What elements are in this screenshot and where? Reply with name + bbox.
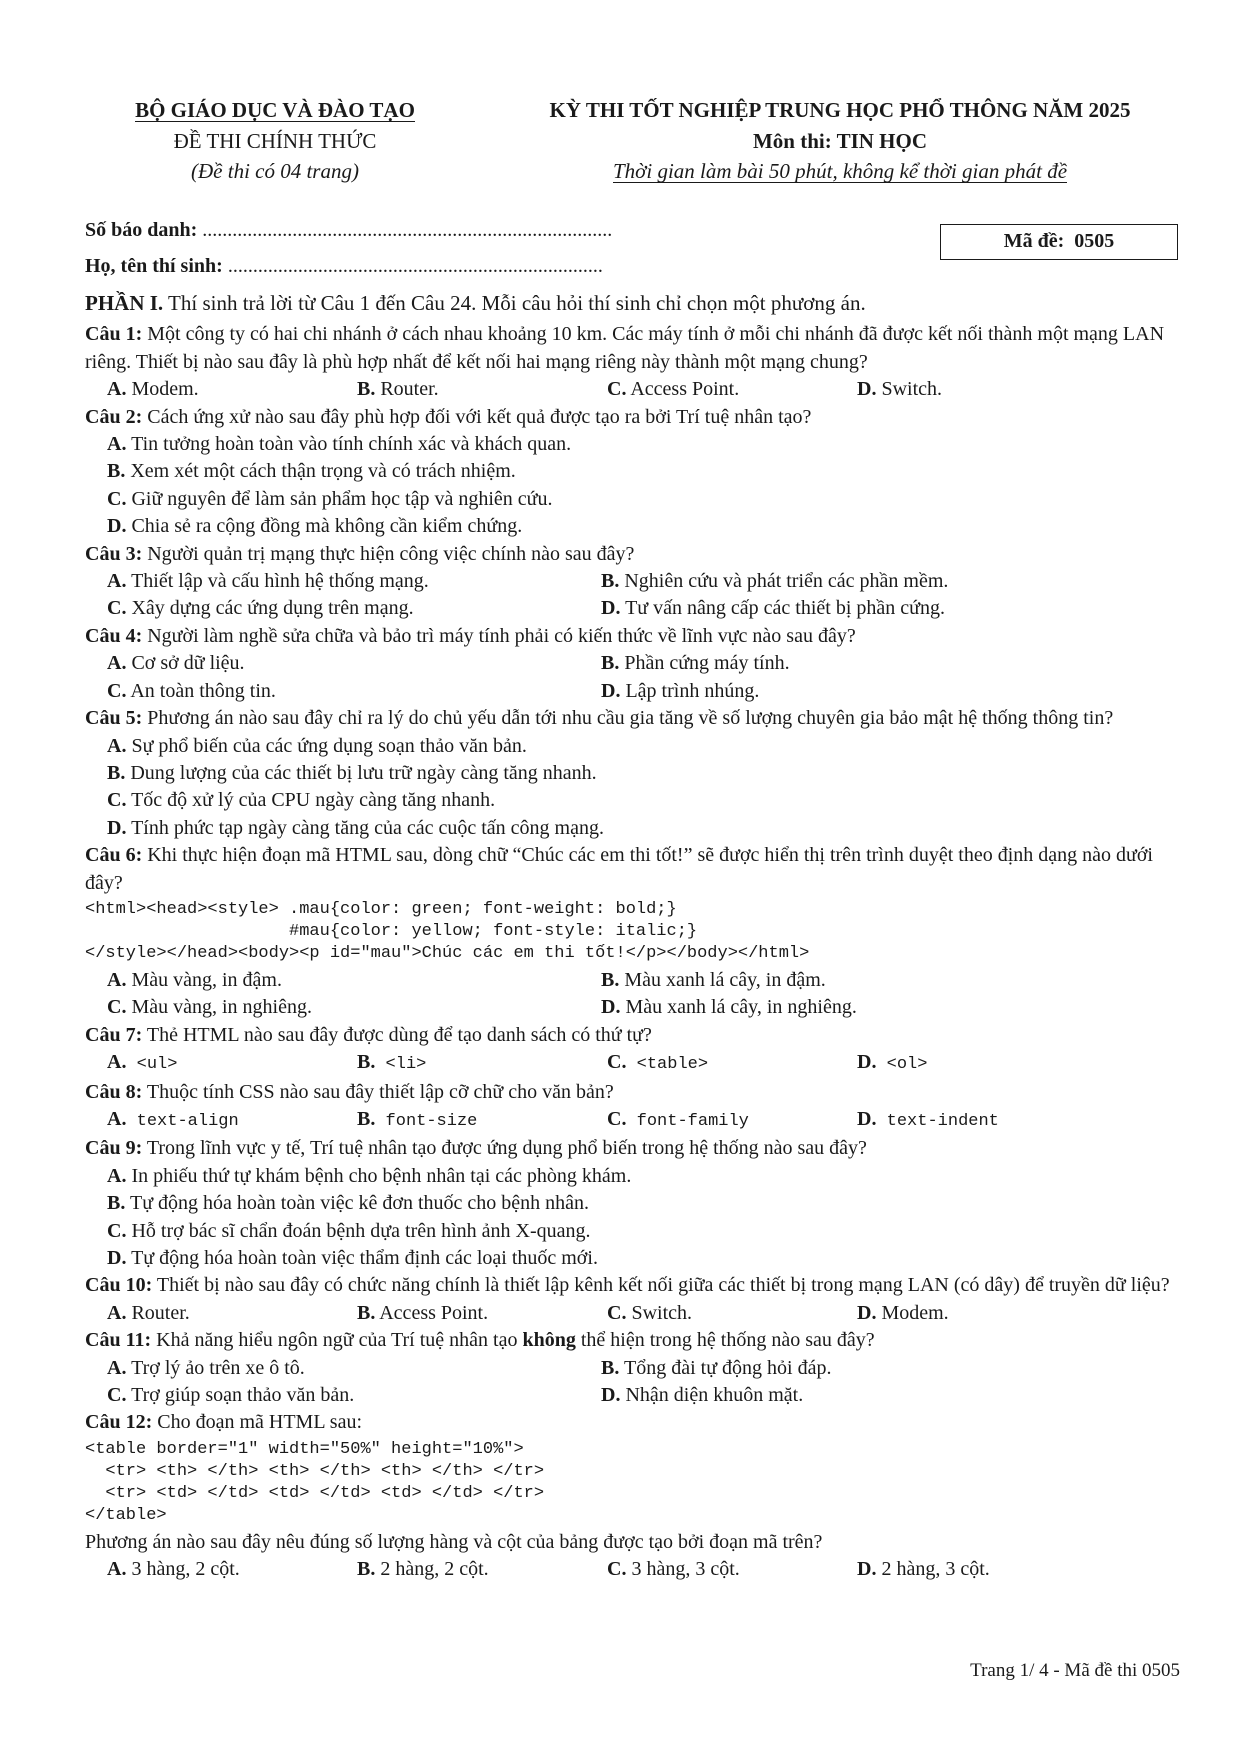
option-text: 3 hàng, 2 cột.	[126, 1558, 240, 1581]
option-text: In phiếu thứ tự khám bệnh cho bệnh nhân tại các phòng khám.	[126, 1164, 632, 1187]
option-text: Xem xét một cách thận trọng và có trách nhiệm.	[125, 460, 516, 483]
code-line: <tr> <td> </td> <td> </td> <td> </td> </tr>	[85, 1483, 545, 1503]
option-a	[107, 1163, 1195, 1190]
question-1	[85, 321, 1195, 403]
option-letter: B.	[357, 1051, 376, 1074]
option-text: Xây dựng các ứng dụng trên mạng.	[126, 597, 414, 620]
option-d	[601, 994, 1095, 1021]
page-footer: Trang 1/ 4 - Mã đề thi 0505	[970, 1660, 1180, 1681]
option-letter: C.	[107, 597, 127, 620]
option-letter: D.	[601, 996, 621, 1019]
option-letter: D.	[857, 1301, 877, 1324]
option-b	[601, 568, 1095, 595]
option-b	[357, 376, 607, 403]
code-line: <table border="1" width="50%" height="10%">	[85, 1439, 524, 1459]
time-note	[500, 159, 1180, 184]
option-letter: A.	[107, 570, 127, 593]
option-b	[601, 967, 1095, 994]
option-text: Trợ giúp soạn thảo văn bản.	[126, 1384, 355, 1407]
question-11	[85, 1327, 1195, 1409]
option-text: Màu xanh lá cây, in nghiêng.	[620, 996, 857, 1019]
option-c	[107, 678, 601, 705]
official-label: ĐỀ THI CHÍNH THỨC	[173, 129, 377, 153]
option-c	[607, 1300, 857, 1327]
question-text: Trong lĩnh vực y tế, Trí tuệ nhân tạo được ứng dụng phổ biến trong hệ thống nào sau đây?	[142, 1137, 867, 1160]
option-c	[107, 994, 601, 1021]
question-5	[85, 705, 1195, 842]
option-letter: B.	[357, 1558, 376, 1581]
option-text: text-align	[126, 1111, 239, 1131]
question-stem	[85, 1135, 1195, 1162]
question-stem	[85, 1409, 1195, 1436]
exam-code-label: Mã đề:	[1003, 230, 1065, 252]
question-stem	[85, 1022, 1195, 1049]
question-stem	[85, 541, 1195, 568]
question-label: Câu 10:	[85, 1274, 153, 1297]
question-text: Cách ứng xử nào sau đây phù hợp đối với kết quả được tạo ra bởi Trí tuệ nhân tạo?	[142, 405, 812, 428]
option-d	[857, 1556, 1107, 1583]
option-letter: D.	[857, 1051, 877, 1074]
option-b	[357, 1300, 607, 1327]
option-text: <table>	[626, 1055, 709, 1075]
question-stem	[85, 1079, 1195, 1106]
option-text: Chia sẻ ra cộng đồng mà không cần kiểm chứng.	[126, 515, 523, 538]
option-letter: A.	[107, 1301, 127, 1324]
option-letter: B.	[601, 652, 620, 675]
question-8	[85, 1079, 1195, 1136]
pages-note: (Đề thi có 04 trang)	[191, 159, 359, 183]
question-followup: Phương án nào sau đây nêu đúng số lượng hàng và cột của bảng được tạo bởi đoạn mã trên?	[85, 1530, 823, 1553]
option-c	[107, 1218, 1195, 1245]
exam-code-box	[940, 224, 1178, 260]
option-letter: B.	[357, 1107, 376, 1130]
option-b	[107, 760, 1195, 787]
option-letter: D.	[107, 515, 127, 538]
exam-code-value: 0505	[1074, 230, 1115, 252]
answer-options	[85, 568, 1195, 623]
question-text: Thẻ HTML nào sau đây được dùng để tạo danh sách có thứ tự?	[142, 1023, 652, 1046]
option-a	[107, 1556, 357, 1583]
option-c	[607, 1556, 857, 1583]
option-a	[107, 431, 1195, 458]
exam-title: KỲ THI TỐT NGHIỆP TRUNG HỌC PHỔ THÔNG NĂM 2025	[549, 98, 1131, 122]
option-letter: D.	[601, 597, 621, 620]
option-text: Giữ nguyên để làm sản phẩm học tập và nghiên cứu.	[126, 487, 553, 510]
option-letter: B.	[107, 761, 126, 784]
option-letter: A.	[107, 378, 127, 401]
question-text: Một công ty có hai chi nhánh ở cách nhau khoảng 10 km. Các máy tính ở mỗi chi nhánh đã được kết nối thành một mạng LAN riêng. Thiết bị nào sau đây là phù hợp nhất để kết nối hai mạng riêng này thành một mạng chung?	[85, 323, 1165, 373]
question-12	[85, 1409, 1195, 1583]
option-text: Phần cứng máy tính.	[619, 652, 790, 675]
answer-options	[85, 1556, 1195, 1583]
code-line: <tr> <th> </th> <th> </th> <th> </th> </tr>	[85, 1461, 545, 1481]
option-text: <li>	[375, 1055, 427, 1075]
option-letter: B.	[107, 460, 126, 483]
option-letter: B.	[601, 968, 620, 991]
question-stem	[85, 842, 1195, 897]
option-letter: D.	[601, 1384, 621, 1407]
option-text: Switch.	[626, 1301, 693, 1324]
option-b	[107, 1190, 1195, 1217]
option-letter: A.	[107, 652, 127, 675]
subject-line: Môn thi: TIN HỌC	[752, 129, 928, 153]
answer-options	[85, 1355, 1195, 1410]
question-4	[85, 623, 1195, 705]
part-label: PHẦN I.	[85, 291, 164, 315]
option-text: Modem.	[126, 378, 199, 401]
question-text: Người làm nghề sửa chữa và bảo trì máy tính phải có kiến thức về lĩnh vực nào sau đây?	[142, 624, 856, 647]
question-label: Câu 11:	[85, 1329, 152, 1352]
option-letter: C.	[107, 679, 127, 702]
option-d	[107, 513, 1195, 540]
option-d	[857, 1106, 1107, 1135]
candidate-name-label: Họ, tên thí sinh:	[85, 255, 228, 277]
option-text: Dung lượng của các thiết bị lưu trữ ngày càng tăng nhanh.	[125, 761, 597, 784]
option-letter: B.	[107, 1192, 126, 1215]
option-text: Tư vấn nâng cấp các thiết bị phần cứng.	[620, 597, 945, 620]
option-a	[107, 650, 601, 677]
option-text: Nghiên cứu và phát triển các phần mềm.	[619, 570, 949, 593]
option-text: Router.	[375, 378, 439, 401]
option-a	[107, 1049, 357, 1078]
candidate-name-line	[85, 255, 603, 278]
option-c	[607, 1106, 857, 1135]
question-text: Phương án nào sau đây chỉ ra lý do chủ yếu dẫn tới nhu cầu gia tăng về số lượng chuyên gia bảo mật hệ thống thông tin?	[142, 707, 1114, 730]
question-text: thể hiện trong hệ thống nào sau đây?	[575, 1329, 875, 1352]
option-c	[607, 1049, 857, 1078]
question-3	[85, 541, 1195, 623]
question-label: Câu 3:	[85, 542, 143, 565]
code-line: </table>	[85, 1505, 167, 1525]
option-text: Access Point.	[626, 378, 740, 401]
question-text: Khả năng hiểu ngôn ngữ của Trí tuệ nhân tạo	[151, 1329, 523, 1352]
option-letter: C.	[607, 1301, 627, 1324]
option-text: Router.	[126, 1301, 190, 1324]
candidate-number-label: Số báo danh:	[85, 219, 203, 241]
option-text: Tổng đài tự động hỏi đáp.	[619, 1356, 832, 1379]
option-text: text-indent	[876, 1111, 999, 1131]
option-a	[107, 1106, 357, 1135]
question-text: Cho đoạn mã HTML sau:	[152, 1411, 363, 1434]
option-a	[107, 967, 601, 994]
question-9	[85, 1135, 1195, 1272]
question-stem	[85, 705, 1195, 732]
option-a	[107, 733, 1195, 760]
time-note-text: Thời gian làm bài 50 phút, không kể thời gian phát đề	[612, 159, 1068, 183]
option-a	[107, 568, 601, 595]
question-label: Câu 2:	[85, 405, 143, 428]
code-line: <html><head><style> .mau{color: green; font-weight: bold;}	[85, 899, 677, 919]
question-label: Câu 9:	[85, 1137, 143, 1160]
option-text: Tính phức tạp ngày càng tăng của các cuộc tấn công mạng.	[126, 816, 604, 839]
option-d	[857, 376, 1107, 403]
option-text: Màu xanh lá cây, in đậm.	[619, 968, 826, 991]
option-b	[107, 458, 1195, 485]
code-line: #mau{color: yellow; font-style: italic;}	[85, 921, 698, 941]
option-c	[607, 376, 857, 403]
option-letter: D.	[857, 1558, 877, 1581]
option-c	[107, 787, 1195, 814]
option-letter: D.	[857, 378, 877, 401]
option-text: Tự động hóa hoàn toàn việc kê đơn thuốc cho bệnh nhân.	[125, 1192, 590, 1215]
option-letter: C.	[107, 1219, 127, 1242]
option-text: Màu vàng, in đậm.	[126, 968, 282, 991]
option-letter: A.	[107, 968, 127, 991]
option-c	[107, 1382, 601, 1409]
option-text: Màu vàng, in nghiêng.	[126, 996, 312, 1019]
option-text: Tự động hóa hoàn toàn việc thẩm định các loại thuốc mới.	[126, 1247, 598, 1269]
part-heading	[85, 290, 1195, 317]
option-letter: A.	[107, 734, 127, 757]
option-d	[857, 1049, 1107, 1078]
option-letter: B.	[601, 570, 620, 593]
option-letter: B.	[601, 1356, 620, 1379]
option-text: Tin tưởng hoàn toàn vào tính chính xác và khách quan.	[126, 433, 572, 456]
option-b	[357, 1106, 607, 1135]
option-text: Sự phổ biến của các ứng dụng soạn thảo văn bản.	[126, 734, 527, 757]
option-b	[601, 1355, 1095, 1382]
option-b	[601, 650, 1095, 677]
option-text: <ol>	[876, 1055, 928, 1075]
option-c	[107, 486, 1195, 513]
option-text: 2 hàng, 2 cột.	[375, 1558, 489, 1581]
option-a	[107, 1300, 357, 1327]
question-2	[85, 404, 1195, 541]
option-a	[107, 376, 357, 403]
question-stem	[85, 1272, 1195, 1299]
answer-options	[85, 650, 1195, 705]
question-label: Câu 8:	[85, 1080, 143, 1103]
question-text: Khi thực hiện đoạn mã HTML sau, dòng chữ “Chúc các em thi tốt!” sẽ được hiển thị trên trình duyệt theo định dạng nào dưới đây?	[85, 844, 1153, 894]
answer-options	[85, 1300, 1195, 1327]
option-letter: A.	[107, 1558, 127, 1581]
option-a	[107, 1355, 601, 1382]
answer-options	[85, 376, 1195, 403]
question-label: Câu 5:	[85, 707, 143, 730]
option-b	[357, 1556, 607, 1583]
option-d	[107, 815, 1195, 842]
candidate-number-dots: ..................................................................................	[202, 219, 613, 241]
option-text: Tốc độ xử lý của CPU ngày càng tăng nhanh.	[126, 789, 496, 812]
ministry-text: BỘ GIÁO DỤC VÀ ĐÀO TẠO	[135, 98, 415, 122]
answer-options	[85, 431, 1195, 541]
code-snippet	[85, 899, 1195, 965]
option-letter: A.	[107, 1356, 127, 1379]
option-text: Cơ sở dữ liệu.	[126, 652, 245, 675]
question-stem	[85, 321, 1195, 376]
answer-options	[85, 1163, 1195, 1273]
option-letter: C.	[107, 487, 127, 510]
question-list	[85, 321, 1195, 1583]
question-stem	[85, 1327, 1195, 1354]
question-emphasis: không	[522, 1329, 576, 1352]
code-snippet	[85, 1439, 1195, 1527]
option-d	[857, 1300, 1107, 1327]
candidate-name-dots: ...........................................................................	[227, 255, 603, 277]
option-letter: A.	[107, 1107, 127, 1130]
question-label: Câu 4:	[85, 624, 143, 647]
option-d	[601, 678, 1095, 705]
option-text: Modem.	[876, 1301, 949, 1324]
option-text: <ul>	[126, 1055, 178, 1075]
option-letter: C.	[107, 789, 127, 812]
question-label: Câu 7:	[85, 1023, 143, 1046]
question-label: Câu 1:	[85, 323, 143, 346]
option-text: 2 hàng, 3 cột.	[876, 1558, 990, 1581]
candidate-number-line	[85, 219, 612, 242]
answer-options	[85, 1049, 1195, 1078]
option-letter: D.	[601, 679, 621, 702]
option-letter: C.	[607, 1051, 627, 1074]
option-text: font-size	[375, 1111, 478, 1131]
question-6	[85, 842, 1195, 1022]
option-letter: D.	[107, 1247, 127, 1269]
option-letter: C.	[107, 1384, 127, 1407]
option-text: Thiết lập và cấu hình hệ thống mạng.	[126, 570, 429, 593]
option-b	[357, 1049, 607, 1078]
questions-area	[85, 290, 1195, 1584]
part-instruction: Thí sinh trả lời từ Câu 1 đến Câu 24. Mỗi câu hỏi thí sinh chỉ chọn một phương án.	[163, 291, 866, 315]
option-text: 3 hàng, 3 cột.	[626, 1558, 740, 1581]
option-text: Lập trình nhúng.	[620, 679, 760, 702]
option-c	[107, 595, 601, 622]
option-letter: D.	[857, 1107, 877, 1130]
option-text: font-family	[626, 1111, 749, 1131]
answer-options	[85, 967, 1195, 1022]
question-label: Câu 6:	[85, 844, 143, 867]
option-letter: A.	[107, 1051, 127, 1074]
code-line: </style></head><body><p id="mau">Chúc các em thi tốt!</p></body></html>	[85, 943, 810, 963]
question-stem	[85, 404, 1195, 431]
option-text: Access Point.	[375, 1301, 489, 1324]
option-letter: B.	[357, 1301, 376, 1324]
answer-options	[85, 1106, 1195, 1135]
option-letter: A.	[107, 1164, 127, 1187]
option-text: Switch.	[876, 378, 943, 401]
option-d	[601, 595, 1095, 622]
option-text: An toàn thông tin.	[126, 679, 276, 702]
option-letter: C.	[607, 1558, 627, 1581]
question-text: Thuộc tính CSS nào sau đây thiết lập cỡ chữ cho văn bản?	[142, 1080, 614, 1103]
option-text: Nhận diện khuôn mặt.	[620, 1384, 804, 1407]
option-letter: C.	[607, 378, 627, 401]
ministry-name	[110, 98, 440, 123]
option-letter: B.	[357, 378, 376, 401]
option-text: Hỗ trợ bác sĩ chẩn đoán bệnh dựa trên hình ảnh X-quang.	[126, 1219, 591, 1242]
question-label: Câu 12:	[85, 1411, 153, 1434]
option-d	[601, 1382, 1095, 1409]
question-text: Người quản trị mạng thực hiện công việc chính nào sau đây?	[142, 542, 635, 565]
option-letter: A.	[107, 433, 127, 456]
question-10	[85, 1272, 1195, 1327]
option-letter: D.	[107, 816, 127, 839]
question-text: Thiết bị nào sau đây có chức năng chính là thiết lập kênh kết nối giữa các thiết bị trong mạng LAN (có dây) để truyền dữ liệu?	[152, 1274, 1170, 1297]
answer-options	[85, 733, 1195, 843]
option-letter: C.	[107, 996, 127, 1019]
question-7	[85, 1022, 1195, 1079]
option-text: Trợ lý ảo trên xe ô tô.	[126, 1356, 305, 1379]
option-letter: C.	[607, 1107, 627, 1130]
option-d	[107, 1245, 1195, 1272]
question-stem	[85, 623, 1195, 650]
